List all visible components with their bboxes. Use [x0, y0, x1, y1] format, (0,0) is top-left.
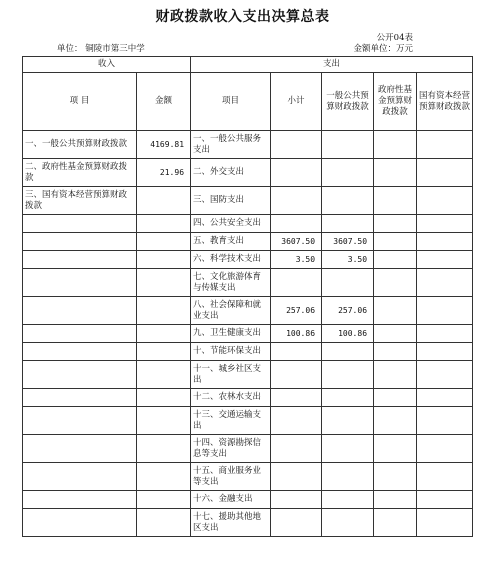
gov-fund-cell	[374, 361, 417, 389]
table-row	[23, 131, 473, 159]
table-row	[23, 389, 473, 407]
state-capital-cell	[417, 463, 473, 491]
state-capital-cell	[417, 435, 473, 463]
gov-fund-cell	[374, 491, 417, 509]
table-row	[23, 297, 473, 325]
general-budget-cell	[322, 159, 374, 187]
subtotal-cell	[271, 131, 322, 159]
gov-fund-cell	[374, 407, 417, 435]
subtotal-cell	[271, 491, 322, 509]
income-item-cell	[23, 215, 137, 233]
general-budget-cell	[322, 131, 374, 159]
income-amount-cell	[137, 361, 191, 389]
gov-fund-cell	[374, 215, 417, 233]
income-amount-cell	[137, 269, 191, 297]
income-item-cell	[23, 509, 137, 537]
exp-item-cell: 一、一般公共服务支出	[191, 131, 271, 159]
state-capital-cell	[417, 159, 473, 187]
exp-item-cell: 九、卫生健康支出	[191, 325, 271, 343]
table-row	[23, 407, 473, 435]
income-amount-cell	[137, 187, 191, 215]
subtotal-cell: 257.06	[271, 297, 322, 325]
state-capital-cell	[417, 509, 473, 537]
general-budget-cell	[322, 463, 374, 491]
subtotal-cell: 3607.50	[271, 233, 322, 251]
budget-table	[22, 56, 473, 537]
general-budget-cell: 3607.50	[322, 233, 374, 251]
table-row	[23, 159, 473, 187]
form-number: 公开04表	[376, 33, 413, 43]
table-row	[23, 509, 473, 537]
income-item-cell: 一、一般公共预算财政拨款	[23, 131, 137, 159]
income-amount-cell	[137, 215, 191, 233]
subtotal-cell	[271, 343, 322, 361]
state-capital-cell	[417, 131, 473, 159]
income-amount-cell	[137, 435, 191, 463]
gov-fund-cell	[374, 509, 417, 537]
general-budget-cell	[322, 407, 374, 435]
amount-unit-label: 金额单位：万元	[353, 44, 413, 54]
income-amount-cell	[137, 491, 191, 509]
table-row	[23, 187, 473, 215]
exp-item-cell: 十七、援助其他地区支出	[191, 509, 271, 537]
table-row	[23, 233, 473, 251]
exp-item-cell: 五、教育支出	[191, 233, 271, 251]
general-budget-cell	[322, 269, 374, 297]
exp-item-cell: 十二、农林水支出	[191, 389, 271, 407]
table-row	[23, 361, 473, 389]
general-budget-cell: 3.50	[322, 251, 374, 269]
general-budget-cell	[322, 435, 374, 463]
income-item-cell	[23, 251, 137, 269]
income-item-cell	[23, 361, 137, 389]
gov-fund-cell	[374, 251, 417, 269]
table-row	[23, 215, 473, 233]
subtotal-cell	[271, 463, 322, 491]
general-budget-cell	[322, 389, 374, 407]
state-capital-cell	[417, 251, 473, 269]
income-amount-cell	[137, 251, 191, 269]
general-budget-cell: 100.86	[322, 325, 374, 343]
income-amount-cell	[137, 297, 191, 325]
exp-item-cell: 十六、金融支出	[191, 491, 271, 509]
table-row	[23, 343, 473, 361]
exp-item-cell: 十、节能环保支出	[191, 343, 271, 361]
state-capital-cell	[417, 325, 473, 343]
gov-fund-cell	[374, 187, 417, 215]
income-item-cell: 三、国有资本经营预算财政拨款	[23, 187, 137, 215]
exp-item-cell: 二、外交支出	[191, 159, 271, 187]
state-capital-cell	[417, 389, 473, 407]
page-title: 财政拨款收入支出决算总表	[155, 9, 330, 25]
table-row	[23, 491, 473, 509]
exp-item-cell: 三、国防支出	[191, 187, 271, 215]
income-item-cell	[23, 491, 137, 509]
exp-item-cell: 八、社会保障和就业支出	[191, 297, 271, 325]
income-item-cell	[23, 233, 137, 251]
exp-item-cell: 四、公共安全支出	[191, 215, 271, 233]
subtotal-cell	[271, 407, 322, 435]
header-row-top	[23, 57, 473, 73]
table-row	[23, 435, 473, 463]
income-item-cell	[23, 435, 137, 463]
gov-fund-cell	[374, 297, 417, 325]
income-item-cell	[23, 297, 137, 325]
income-item-cell	[23, 389, 137, 407]
income-item-cell: 二、政府性基金预算财政拨款	[23, 159, 137, 187]
general-budget-cell	[322, 215, 374, 233]
gov-fund-cell	[374, 343, 417, 361]
state-capital-cell	[417, 491, 473, 509]
income-amount-cell	[137, 509, 191, 537]
general-budget-cell	[322, 343, 374, 361]
gov-fund-cell	[374, 269, 417, 297]
state-capital-cell	[417, 215, 473, 233]
general-budget-cell	[322, 509, 374, 537]
income-item-cell	[23, 325, 137, 343]
income-amount-cell: 4169.81	[137, 131, 191, 159]
state-capital-header: 国有资本经营预算财政拨款	[417, 73, 473, 131]
general-budget-cell: 257.06	[322, 297, 374, 325]
subtotal-cell	[271, 435, 322, 463]
gov-fund-cell	[374, 159, 417, 187]
gov-fund-cell	[374, 389, 417, 407]
table-row	[23, 269, 473, 297]
state-capital-cell	[417, 343, 473, 361]
general-budget-cell	[322, 187, 374, 215]
gov-fund-cell	[374, 233, 417, 251]
subtotal-cell: 100.86	[271, 325, 322, 343]
income-amount-cell	[137, 463, 191, 491]
subtotal-cell	[271, 215, 322, 233]
subtotal-cell	[271, 389, 322, 407]
income-amount-cell	[137, 233, 191, 251]
exp-item-cell: 七、文化旅游体育与传媒支出	[191, 269, 271, 297]
exp-item-cell: 十三、交通运输支出	[191, 407, 271, 435]
income-amount-cell	[137, 389, 191, 407]
table-row	[23, 251, 473, 269]
income-item-cell	[23, 269, 137, 297]
gov-fund-cell	[374, 435, 417, 463]
income-item-cell	[23, 407, 137, 435]
income-item-cell	[23, 343, 137, 361]
header-row-sub	[23, 73, 473, 131]
state-capital-cell	[417, 361, 473, 389]
table-row	[23, 325, 473, 343]
gov-fund-cell	[374, 325, 417, 343]
income-amount-header: 金额	[137, 73, 191, 131]
income-item-header: 项 目	[23, 73, 137, 131]
general-budget-cell	[322, 491, 374, 509]
state-capital-cell	[417, 297, 473, 325]
subtotal-cell	[271, 509, 322, 537]
income-amount-cell: 21.96	[137, 159, 191, 187]
income-header: 收入	[23, 57, 191, 73]
subtotal-cell: 3.50	[271, 251, 322, 269]
income-amount-cell	[137, 407, 191, 435]
subtotal-cell	[271, 269, 322, 297]
subtotal-cell	[271, 159, 322, 187]
subtotal-cell	[271, 361, 322, 389]
state-capital-cell	[417, 233, 473, 251]
expenditure-header: 支出	[191, 57, 473, 73]
income-amount-cell	[137, 343, 191, 361]
exp-item-header: 项目	[191, 73, 271, 131]
gov-fund-cell	[374, 463, 417, 491]
general-budget-header: 一般公共预算财政拨款	[322, 73, 374, 131]
state-capital-cell	[417, 187, 473, 215]
state-capital-cell	[417, 269, 473, 297]
income-amount-cell	[137, 325, 191, 343]
subtotal-cell	[271, 187, 322, 215]
table-row	[23, 463, 473, 491]
gov-fund-header: 政府性基金预算财政拨款	[374, 73, 417, 131]
exp-item-cell: 六、科学技术支出	[191, 251, 271, 269]
state-capital-cell	[417, 407, 473, 435]
income-item-cell	[23, 463, 137, 491]
exp-item-cell: 十一、城乡社区支出	[191, 361, 271, 389]
general-budget-cell	[322, 361, 374, 389]
subtotal-header: 小计	[271, 73, 322, 131]
exp-item-cell: 十五、商业服务业等支出	[191, 463, 271, 491]
unit-label: 单位： 铜陵市第三中学	[57, 44, 145, 54]
gov-fund-cell	[374, 131, 417, 159]
exp-item-cell: 十四、资源勘探信息等支出	[191, 435, 271, 463]
